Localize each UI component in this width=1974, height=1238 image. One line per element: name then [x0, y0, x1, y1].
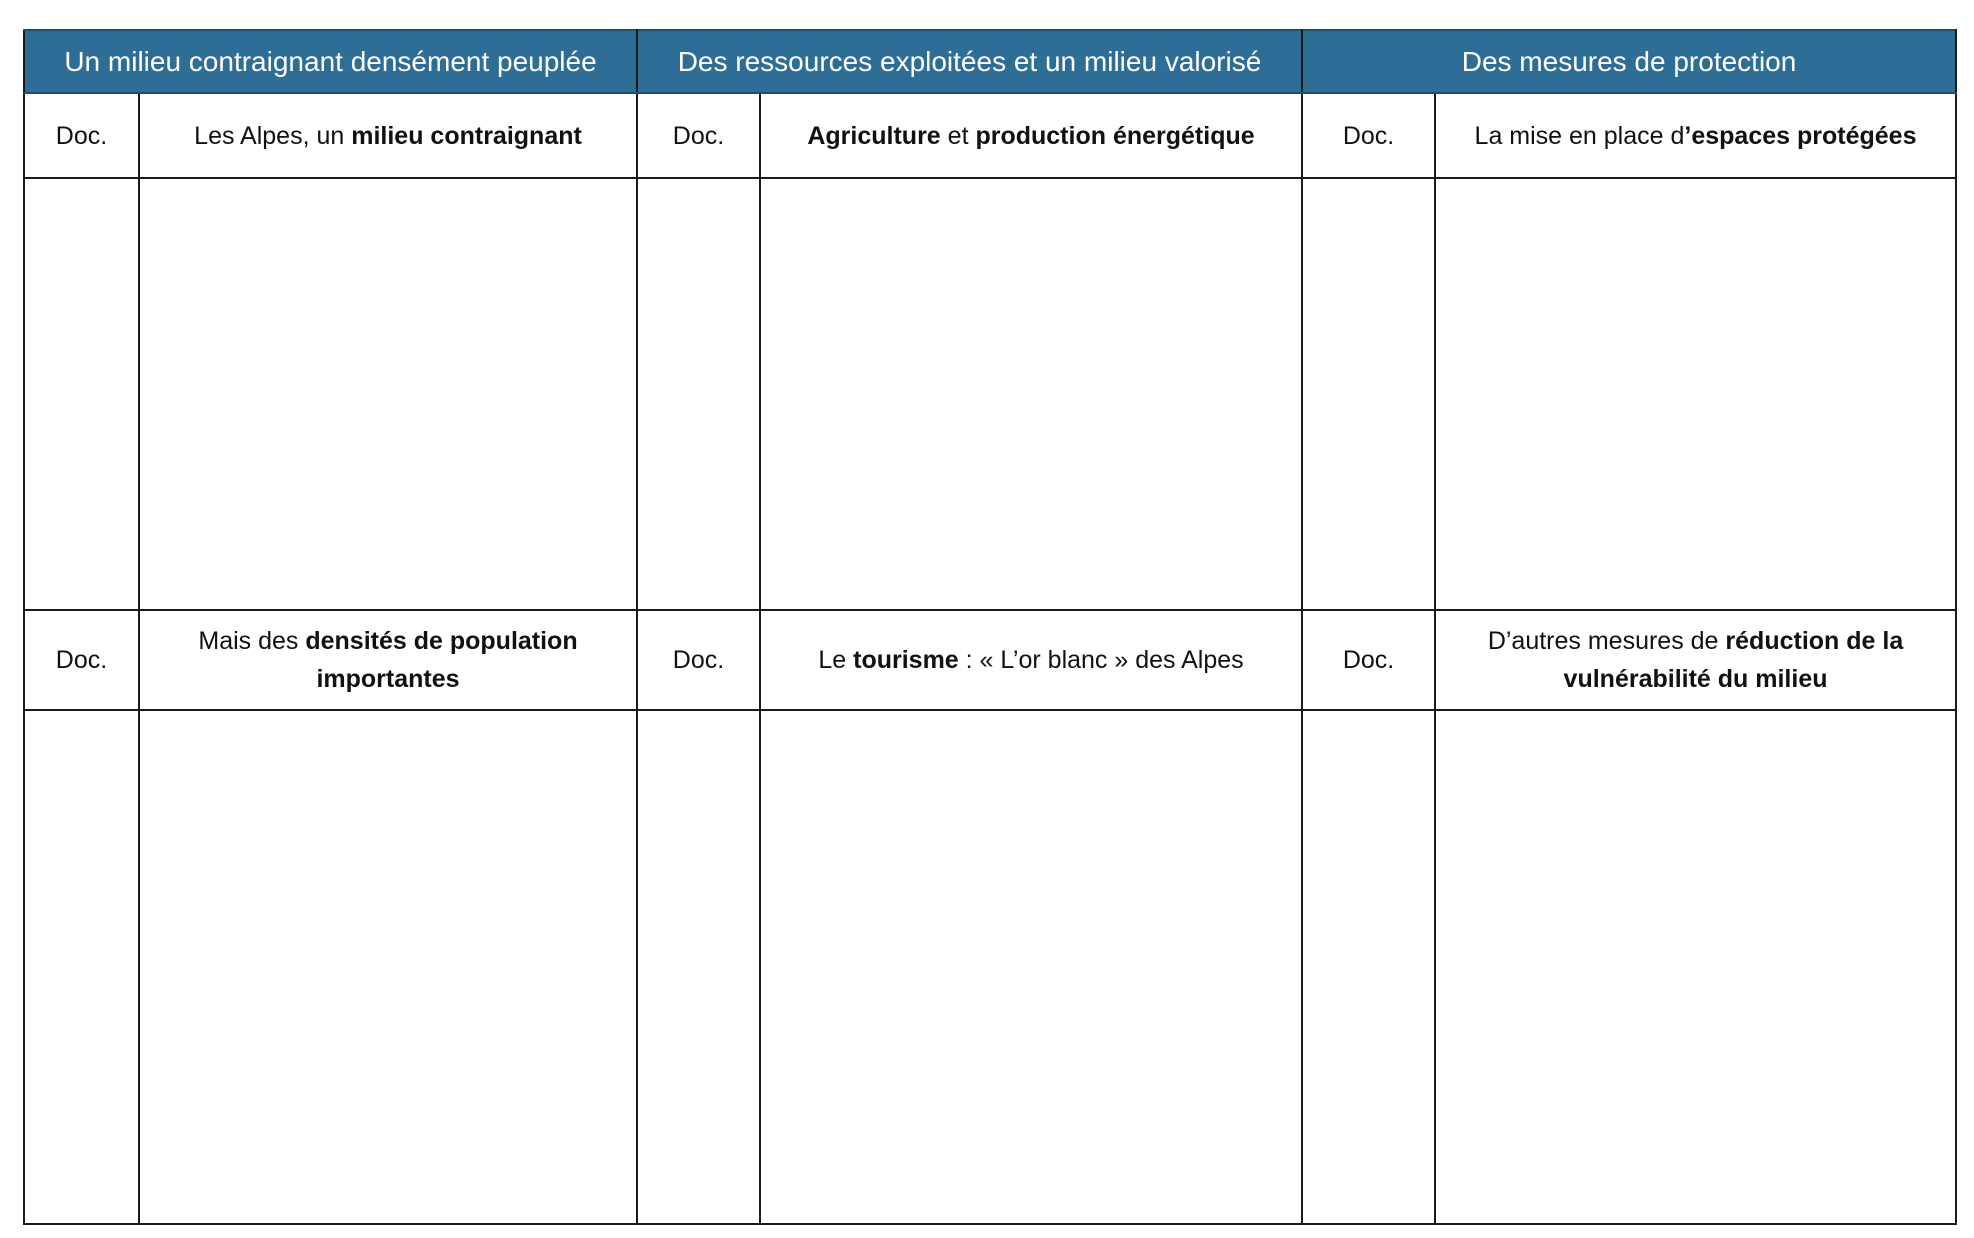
column-header-protection: Des mesures de protection: [1302, 30, 1956, 93]
section-row-1: [24, 93, 1956, 178]
doc-label: Doc.: [24, 93, 139, 178]
doc-label: Doc.: [637, 610, 760, 710]
doc-answer-cell[interactable]: [24, 710, 139, 1224]
section-title-tourisme: Le tourisme : « L’or blanc » des Alpes: [760, 610, 1302, 710]
doc-answer-cell[interactable]: [1302, 178, 1435, 610]
answer-row-1: [24, 178, 1956, 610]
section-title-reduction-vulnerabilite: D’autres mesures de réduction de la vulnérabilité du milieu: [1435, 610, 1956, 710]
answer-cell[interactable]: [760, 710, 1302, 1224]
doc-label: Doc.: [1302, 610, 1435, 710]
worksheet-table: [23, 29, 1957, 1225]
column-header-ressources: Des ressources exploitées et un milieu valorisé: [637, 30, 1302, 93]
doc-answer-cell[interactable]: [637, 710, 760, 1224]
doc-label: Doc.: [637, 93, 760, 178]
section-title-agriculture-energie: Agriculture et production énergétique: [760, 93, 1302, 178]
header-row: [24, 30, 1956, 93]
answer-cell[interactable]: [139, 178, 637, 610]
doc-label: Doc.: [24, 610, 139, 710]
section-title-densites: Mais des densités de population importantes: [139, 610, 637, 710]
doc-answer-cell[interactable]: [637, 178, 760, 610]
answer-cell[interactable]: [139, 710, 637, 1224]
doc-answer-cell[interactable]: [1302, 710, 1435, 1224]
section-title-alpes-contraignant: Les Alpes, un milieu contraignant: [139, 93, 637, 178]
doc-answer-cell[interactable]: [24, 178, 139, 610]
answer-cell[interactable]: [1435, 710, 1956, 1224]
answer-row-2: [24, 710, 1956, 1224]
answer-cell[interactable]: [760, 178, 1302, 610]
section-title-espaces-proteges: La mise en place d’espaces protégées: [1435, 93, 1956, 178]
doc-label: Doc.: [1302, 93, 1435, 178]
column-header-milieu: Un milieu contraignant densément peuplée: [24, 30, 637, 93]
answer-cell[interactable]: [1435, 178, 1956, 610]
section-row-2: [24, 610, 1956, 710]
